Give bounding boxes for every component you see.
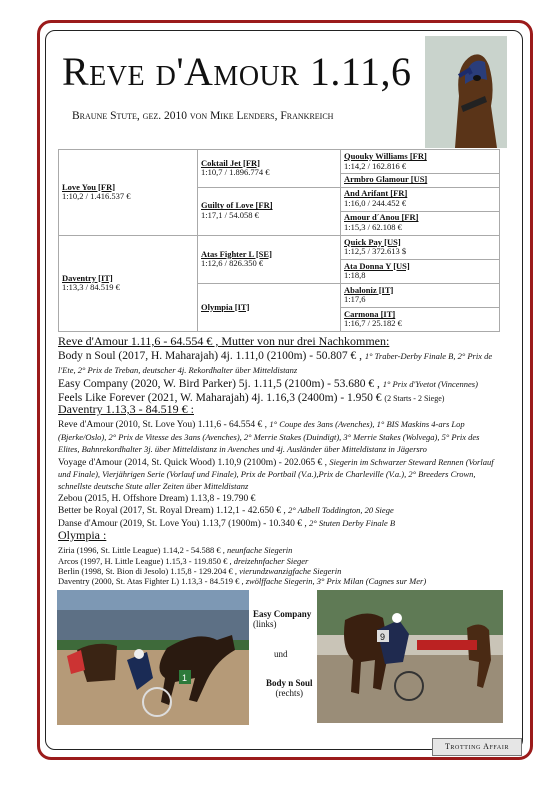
entry-note: 2° Adbell Toddington, 20 Siege <box>288 505 394 516</box>
pedigree-name: Coktail Jet [FR] <box>201 157 261 168</box>
list-item <box>58 576 503 586</box>
list-item <box>58 350 503 378</box>
pedigree-name: Abaloniz [IT] <box>344 284 394 295</box>
pedigree-name: Guilty of Love [FR] <box>201 200 273 211</box>
entry-note: 1° Traber-Derby Finale B, 2° Prix de l'Ete, 2° Prix de Treban, deutscher 4j. Rekordhalter über Mitteldistanz <box>58 351 493 376</box>
caption-position: (rechts) <box>275 688 303 699</box>
list-item <box>58 505 503 517</box>
pedigree-record: 1:14,2 / 162.816 € <box>344 160 407 171</box>
pedigree-record: 1:12,6 / 826.350 € <box>201 258 264 269</box>
caption-name: Easy Company <box>253 609 312 619</box>
race-photo-left <box>57 590 249 725</box>
entry-note: 2° Stuten Derby Finale B <box>309 517 396 528</box>
pedigree-sdd <box>341 211 500 235</box>
pedigree-name: Armbro Glamour [US] <box>344 174 428 185</box>
page-subtitle: Braune Stute, gez. 2010 von Mike Lenders, Frankreich <box>72 110 334 122</box>
entry-main: Voyage d'Amour (2014, St. Quick Wood) 1.10,9 (2100m) - 202.065 € , <box>58 457 327 468</box>
pedigree-sd <box>198 187 341 235</box>
list-item <box>58 494 503 505</box>
pedigree-dd <box>198 283 341 331</box>
pedigree-record: 1:15,3 / 62.108 € <box>344 222 402 233</box>
entry-note: 1° Prix d'Yvetot (Vincennes) <box>382 378 478 389</box>
entry-note: Siegerin im Schwarzer Steward Rennen (Vorlauf und Finale), Vierjährigen Serie (Vorlauf und Finale), Prix de Portbail (V.a.),Prix de Charleville (V.a.), 2° Breeders Crown, schnellste deutsche Stute aller Zeiten über Mitteldistanz <box>58 456 494 492</box>
brand-logo: Trotting Affair <box>432 738 522 756</box>
pedigree-name: And Arifant [FR] <box>344 188 408 199</box>
horse-portrait-image <box>425 36 507 148</box>
pedigree-name: Amour d´Anou [FR] <box>344 212 419 223</box>
daventry-header: Daventry 1.13,3 - 84.519 € : <box>58 402 194 416</box>
pedigree-dds <box>341 283 500 307</box>
pedigree-dsd <box>341 259 500 283</box>
olympia-section <box>58 528 503 586</box>
entry-main: Zebou (2015, H. Offshore Dream) 1.13,8 - 19.790 € <box>58 493 256 504</box>
offspring-header: Reve d'Amour 1.11,6 - 64.554 € , Mutter von nur drei Nachkommen: <box>58 334 390 348</box>
list-item <box>58 545 503 555</box>
entry-main: Reve d'Amour (2010, St. Love You) 1.11,6 - 64.554 € , <box>58 420 268 431</box>
entry-note: zwölffache Siegerin, 3° Prix Milan (Cagnes sur Mer) <box>245 575 427 586</box>
entry-main: Berlin (1998, St. Bion di Jesolo) 1.15,8 - 129.204 € , <box>58 565 237 576</box>
saddle-number: 9 <box>380 632 386 642</box>
pedigree-name: Quick Pay [US] <box>344 236 401 247</box>
caption-and: und <box>274 649 288 659</box>
pedigree-record: 1:16,7 / 25.182 € <box>344 318 402 329</box>
list-item <box>58 556 503 566</box>
pedigree-name: Daventry [IT] <box>62 272 113 283</box>
pedigree-name: Carmona [IT] <box>344 308 396 319</box>
pedigree-record: 1:17,6 <box>344 294 366 305</box>
pedigree-dam <box>59 235 198 331</box>
pedigree-dss <box>341 235 500 259</box>
list-item <box>58 419 503 456</box>
entry-main: Daventry (2000, St. Atas Fighter L) 1.13,3 - 84.519 € , <box>58 575 244 586</box>
pedigree-ss <box>198 150 341 188</box>
pedigree-ssd <box>341 174 500 188</box>
caption-name: Body n Soul <box>266 678 313 688</box>
list-item <box>58 457 503 494</box>
pedigree-record: 1:13,3 / 84.519 € <box>62 282 120 293</box>
pedigree-record: 1:10,2 / 1.416.537 € <box>62 191 131 202</box>
entry-note: dreizehnfacher Sieger <box>233 555 309 566</box>
caption-position: (links) <box>253 619 277 630</box>
pedigree-name: Ata Donna Y [US] <box>344 260 410 271</box>
pedigree-record: 1:16,0 / 244.452 € <box>344 198 407 209</box>
list-item <box>58 566 503 576</box>
pedigree-sire <box>59 150 198 236</box>
entry-note: neunfache Siegerin <box>227 545 293 556</box>
pedigree-record: 1:17,1 / 54.058 € <box>201 210 259 221</box>
entry-main: Arcos (1997, H. Little League) 1.15,3 - 119.850 € , <box>58 555 232 566</box>
caption-right <box>266 678 313 699</box>
pedigree-table <box>58 149 500 332</box>
list-item <box>58 378 503 392</box>
entry-note: 1° Coupe des 3ans (Avenches), 1° BIS Maskins 4-ars Lop (Bjerke/Oslo), 2° Prix de Vitesse des 3ans (Avenches), 2° Merrie Stakes (Duindigt), 3° Merrie Stakes (Wolvega), 5° Prix des Elites, Bahnrekordhalter 3j. über Mitteldistanz in Avenches und 4j. Ausländer über Mitteldistanz in Jägersro <box>58 419 480 455</box>
olympia-header: Olympia : <box>58 528 107 542</box>
offspring-section <box>58 334 503 406</box>
pedigree-record: 1:10,7 / 1.896.774 € <box>201 167 270 178</box>
entry-note: (2 Starts - 2 Siege) <box>384 393 445 403</box>
entry-main: Danse d'Amour (2019, St. Love You) 1.13,7 (1900m) - 10.340 € , <box>58 518 307 529</box>
entry-main: Body n Soul (2017, H. Maharajah) 4j. 1.11,0 (2100m) - 50.807 € , <box>58 350 362 363</box>
pedigree-name: Atas Fighter L [SE] <box>201 248 272 259</box>
race-scene-right <box>317 590 503 723</box>
pedigree-name: Love You [FR] <box>62 181 116 192</box>
page-title: Reve d'Amour 1.11,6 <box>62 49 412 94</box>
pedigree-record: 1:18,8 <box>344 270 366 281</box>
pedigree-sds <box>341 187 500 211</box>
entry-main: Feels Like Forever (2021, W. Maharajah) 4j. 1.16,3 (2400m) - 1.950 € <box>58 391 382 404</box>
pedigree-name: Quouky Williams [FR] <box>344 150 427 161</box>
race-scene-left <box>57 590 249 725</box>
daventry-section <box>58 402 503 530</box>
pedigree-ds <box>198 235 341 283</box>
pedigree-name: Olympia [IT] <box>201 301 250 312</box>
entry-main: Easy Company (2020, W. Bird Parker) 5j. 1.11,5 (2100m) - 53.680 € , <box>58 377 380 390</box>
entry-note: vierundzwanzigfache Siegerin <box>239 565 342 576</box>
pedigree-ddd <box>341 307 500 331</box>
entry-main: Ziria (1996, St. Little League) 1.14,2 - 54.588 € , <box>58 545 225 556</box>
saddle-number: 1 <box>182 673 188 683</box>
horse-head-graphic <box>425 36 507 148</box>
entry-main: Better be Royal (2017, St. Royal Dream) 1.12,1 - 42.650 € , <box>58 506 286 517</box>
race-photo-right <box>317 590 503 723</box>
pedigree-sss <box>341 150 500 174</box>
caption-left <box>253 609 311 630</box>
pedigree-record: 1:12,5 / 372.613 $ <box>344 246 407 257</box>
